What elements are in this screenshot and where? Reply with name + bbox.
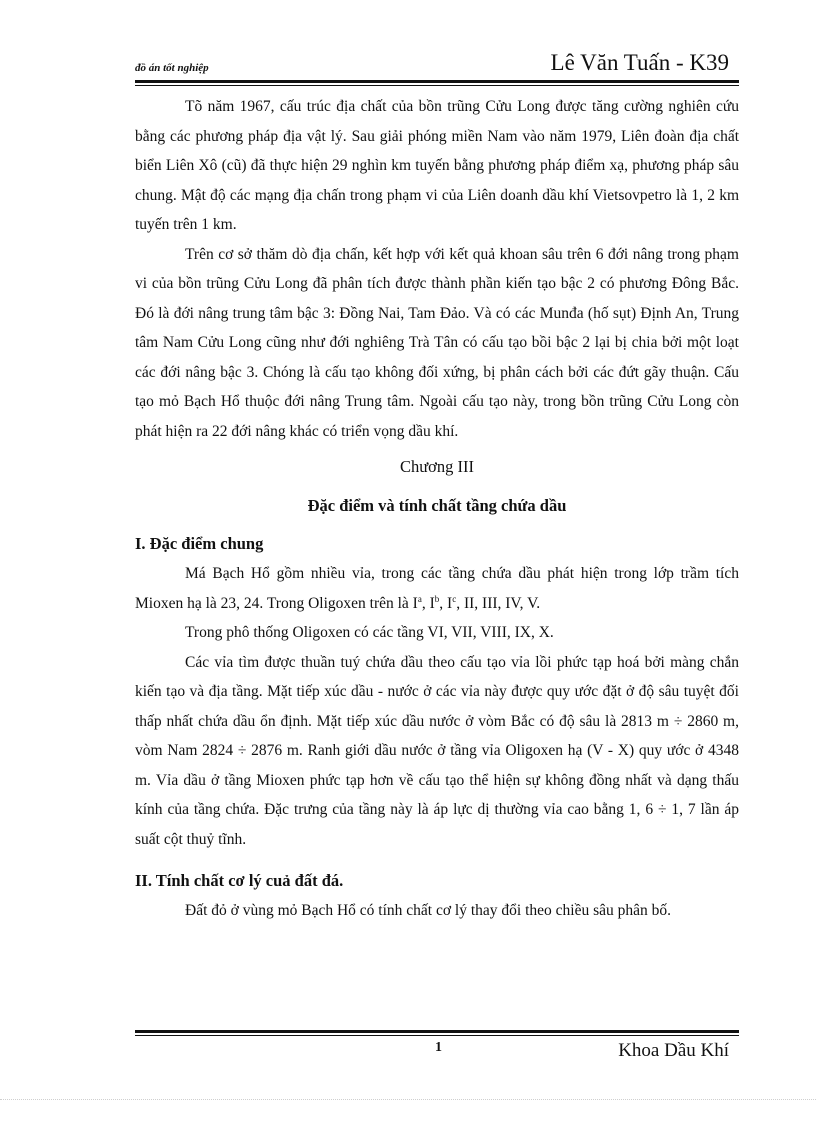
paragraph: Đất đỏ ở vùng mỏ Bạch Hổ có tính chất cơ lý thay đổi theo chiều sâu phân bố. — [185, 902, 672, 919]
separator: , I — [421, 594, 435, 612]
page-number: 1 — [435, 1040, 442, 1055]
chapter-title: Đặc điểm và tính chất tầng chứa dầu — [307, 496, 567, 515]
paragraph: Các vỉa tìm được thuần tuý chứa dầu theo cấu tạo vỉa lồi phức tạp hoá bởi màng chắn kiến tạo và địa tầng. Mặt tiếp xúc dầu - nước ở các vỉa này được quy ước đặt ở độ sâu tuyệt đối thấp nhất chứa dầu ổn định. Mặt tiếp xúc dầu nước ở vòm Bắc có độ sâu là 2813 m ÷ 2860 m, vòm Nam 2824 ÷ 2876 m. Ranh giới dầu nước ở tầng vỉa Oligoxen hạ (V - X) quy ước ở 4348 m. Vỉa dầu ở tầng Mioxen phức tạp hơn về cấu tạo thể hiện sự không đồng nhất và dạng thấu kính của tầng chứa. Đặc trưng của tầng này là áp lực dị thường vỉa cao bằng 1, 6 ÷ 1, 7 lần áp suất cột thuỷ tĩnh. — [135, 653, 739, 848]
footer-rule-thin — [135, 1035, 739, 1036]
section-heading: II. Tính chất cơ lý cuả đất đá. — [135, 871, 344, 890]
footer-rule-thick — [135, 1030, 739, 1033]
document-body — [135, 92, 739, 926]
superscript: a — [417, 593, 422, 604]
header-rule-thin — [135, 85, 739, 86]
page-footer — [135, 1040, 739, 1070]
superscript: b — [434, 593, 440, 604]
footer-faculty: Khoa Dầu Khí — [618, 1040, 729, 1061]
header-author: Lê Văn Tuấn - K39 — [550, 50, 729, 75]
paragraph: Tõ năm 1967, cấu trúc địa chất của bồn trũng Cửu Long được tăng cường nghiên cứu bằng các phương pháp địa vật lý. Sau giải phóng miền Nam vào năm 1979, Liên đoàn địa chất biển Liên Xô (cũ) đã thực hiện 29 nghìn km tuyến bằng phương pháp điểm xạ, phương pháp sâu chung. Mật độ các mạng địa chấn trong phạm vi của Liên doanh dầu khí Vietsovpetro là 1, 2 km tuyến trên 1 km. — [135, 98, 739, 233]
page-header — [135, 46, 739, 78]
header-rule-thick — [135, 80, 739, 83]
chapter-number: Chương III — [399, 457, 475, 476]
paragraph: Trên cơ sở thăm dò địa chấn, kết hợp với kết quả khoan sâu trên 6 đới nâng trong phạm vi của bồn trũng Cửu Long đã phân tích được thành phần kiến tạo bậc 2 có phương Đông Bắc. Đó là đới nâng trung tâm bậc 3: Đồng Nai, Tam Đảo. Và có các Munđa (hố sụt) Định An, Trung tâm Nam Cửu Long cũng như đới nghiêng Trà Tân có cấu tạo bồi bậc 2 lại bị chia bởi một loạt các đới nâng bậc 3. Chóng là cấu tạo không đối xứng, bị phân cách bởi các đứt gãy thuận. Cấu tạo mỏ Bạch Hổ thuộc đới nâng Trung tâm. Ngoài cấu tạo này, trong bồn trũng Cửu Long còn phát hiện ra 22 đới nâng khác có triển vọng dầu khí. — [135, 245, 739, 440]
separator: , I — [439, 594, 453, 612]
section-heading: I. Đặc điểm chung — [135, 534, 264, 553]
paragraph: Trong phô thống Oligoxen có các tầng VI, VII, VIII, IX, X. — [185, 624, 554, 641]
paragraph-tail: , II, III, IV, V. — [456, 594, 541, 612]
header-left-text: đồ án tốt nghiệp — [135, 62, 209, 74]
page-bottom-divider — [0, 1099, 816, 1100]
paragraph — [135, 559, 739, 618]
superscript: c — [452, 593, 457, 604]
paragraph-text: Má Bạch Hổ gồm nhiều vỉa, trong các tầng chứa dầu phát hiện trong lớp trầm tích Mioxen hạ là 23, 24. Trong Oligoxen trên là I — [135, 565, 739, 612]
